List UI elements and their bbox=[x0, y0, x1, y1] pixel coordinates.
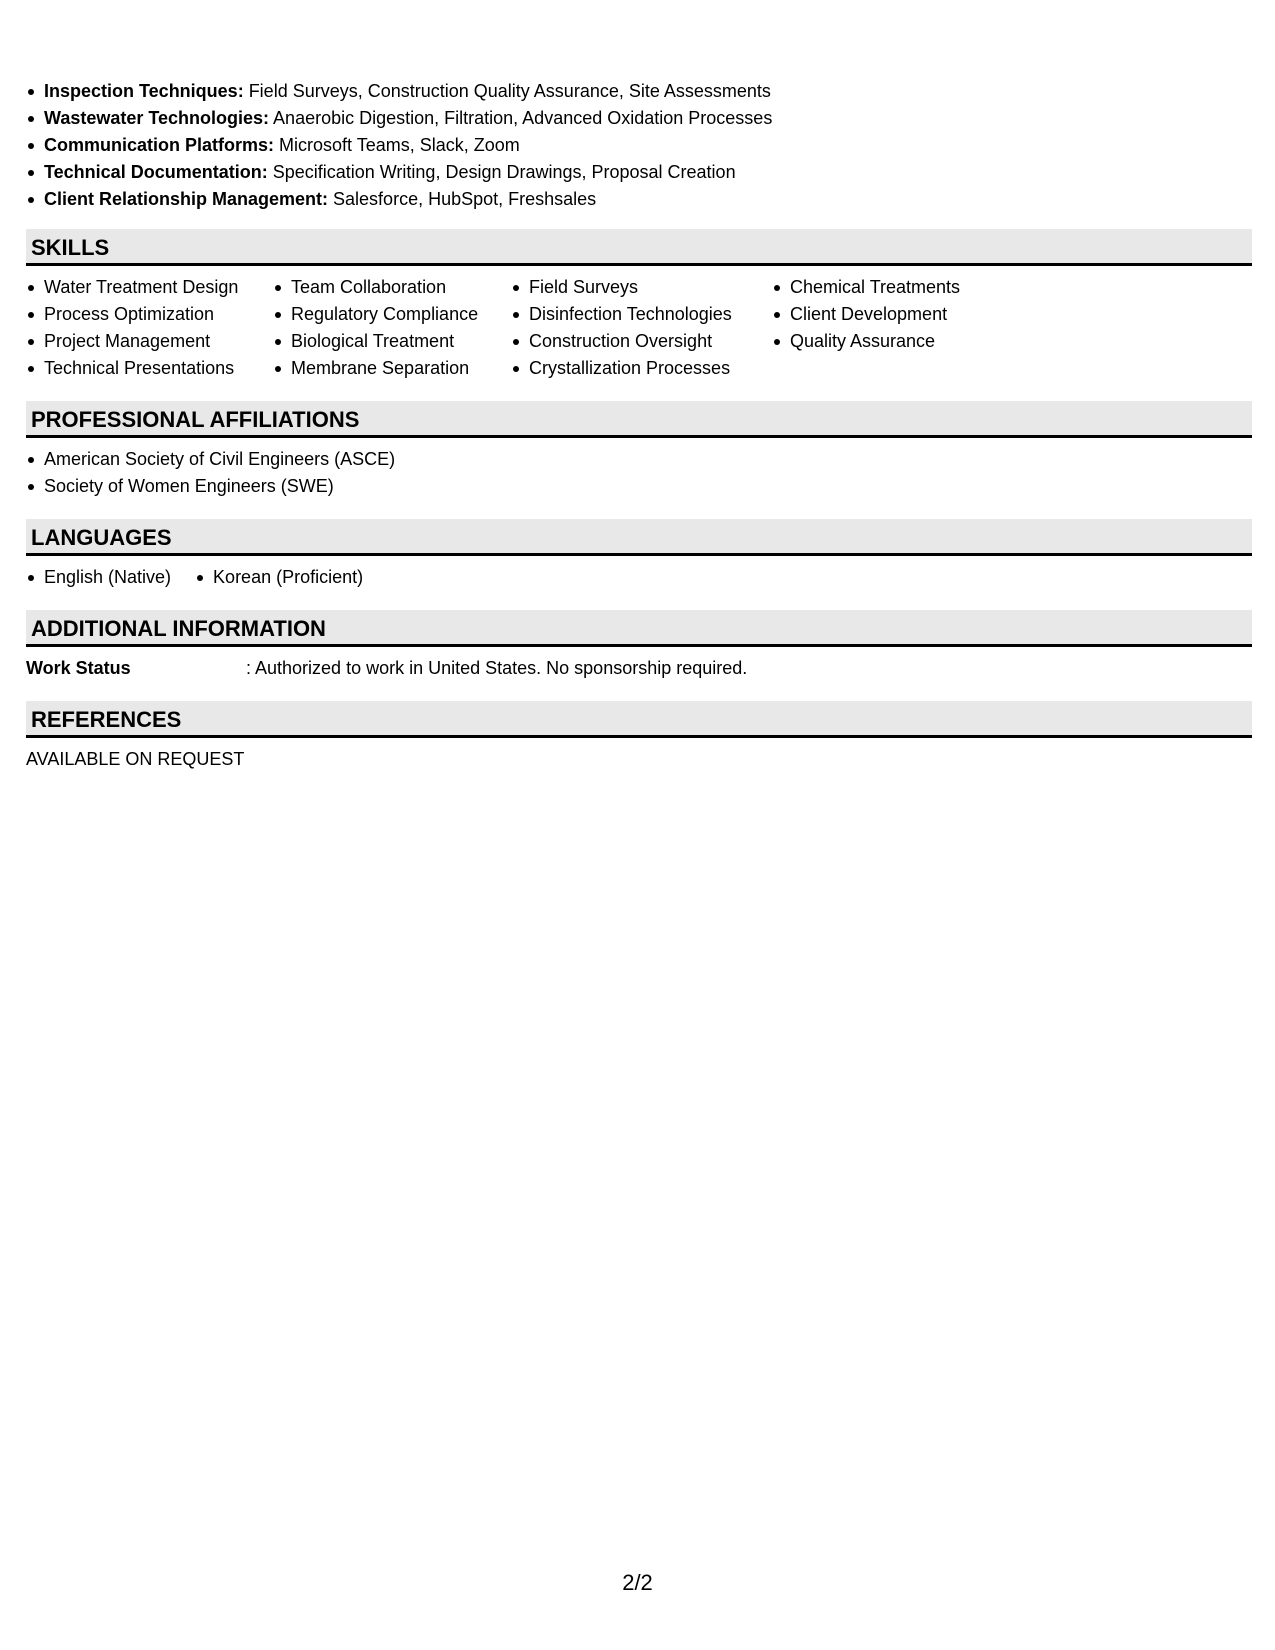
skill-item: Biological Treatment bbox=[273, 328, 511, 355]
skill-item: Technical Presentations bbox=[26, 355, 273, 382]
skill-item: Field Surveys bbox=[511, 274, 772, 301]
languages-list bbox=[26, 564, 1252, 591]
language-item: English (Native) bbox=[26, 564, 171, 591]
skill-item: Client Development bbox=[772, 301, 1012, 328]
language-item: Korean (Proficient) bbox=[195, 564, 363, 591]
tech-desc: Specification Writing, Design Drawings, Proposal Creation bbox=[267, 162, 736, 182]
list-item bbox=[26, 132, 1252, 159]
skill-item: Membrane Separation bbox=[273, 355, 511, 382]
languages-section bbox=[26, 519, 1252, 591]
affiliations-section bbox=[26, 401, 1252, 500]
work-status-label: Work Status bbox=[26, 658, 131, 678]
skills-column bbox=[273, 274, 511, 382]
skill-item: Team Collaboration bbox=[273, 274, 511, 301]
tech-desc: Salesforce, HubSpot, Freshsales bbox=[328, 189, 597, 209]
additional-info-section bbox=[26, 610, 1252, 682]
section-title-affiliations: PROFESSIONAL AFFILIATIONS bbox=[26, 401, 1252, 438]
resume-page bbox=[26, 78, 1252, 792]
affiliation-item: Society of Women Engineers (SWE) bbox=[26, 473, 1252, 500]
tech-term: Inspection Techniques: bbox=[44, 81, 244, 101]
list-item bbox=[26, 159, 1252, 186]
technical-skills-list bbox=[26, 78, 1252, 213]
skill-item: Crystallization Processes bbox=[511, 355, 772, 382]
references-text: AVAILABLE ON REQUEST bbox=[26, 749, 245, 769]
work-status-row bbox=[26, 655, 1252, 682]
work-status-value: : Authorized to work in United States. No sponsorship required. bbox=[246, 658, 748, 678]
references-section bbox=[26, 701, 1252, 773]
affiliations-list bbox=[26, 446, 1252, 500]
skill-item: Project Management bbox=[26, 328, 273, 355]
skill-item: Regulatory Compliance bbox=[273, 301, 511, 328]
skill-item: Quality Assurance bbox=[772, 328, 1012, 355]
skills-section bbox=[26, 229, 1252, 382]
tech-term: Wastewater Technologies: bbox=[44, 108, 270, 128]
tech-desc: Field Surveys, Construction Quality Assurance, Site Assessments bbox=[243, 81, 771, 101]
skill-item: Process Optimization bbox=[26, 301, 273, 328]
skills-column bbox=[26, 274, 273, 382]
tech-term: Technical Documentation: bbox=[44, 162, 268, 182]
list-item bbox=[26, 186, 1252, 213]
skill-item: Construction Oversight bbox=[511, 328, 772, 355]
tech-term: Client Relationship Management: bbox=[44, 189, 329, 209]
tech-term: Communication Platforms: bbox=[44, 135, 275, 155]
page-number: 2/2 bbox=[622, 1570, 653, 1595]
skill-item: Water Treatment Design bbox=[26, 274, 273, 301]
section-title-references: REFERENCES bbox=[26, 701, 1252, 738]
list-item bbox=[26, 78, 1252, 105]
section-title-languages: LANGUAGES bbox=[26, 519, 1252, 556]
tech-desc: Microsoft Teams, Slack, Zoom bbox=[274, 135, 520, 155]
affiliation-item: American Society of Civil Engineers (ASCE) bbox=[26, 446, 1252, 473]
list-item bbox=[26, 105, 1252, 132]
section-title-skills: SKILLS bbox=[26, 229, 1252, 266]
skills-grid bbox=[26, 274, 1252, 382]
skills-column bbox=[772, 274, 1012, 382]
skill-item: Chemical Treatments bbox=[772, 274, 1012, 301]
skill-item: Disinfection Technologies bbox=[511, 301, 772, 328]
skills-column bbox=[511, 274, 772, 382]
tech-desc: Anaerobic Digestion, Filtration, Advanced Oxidation Processes bbox=[269, 108, 773, 128]
section-title-additional-info: ADDITIONAL INFORMATION bbox=[26, 610, 1252, 647]
